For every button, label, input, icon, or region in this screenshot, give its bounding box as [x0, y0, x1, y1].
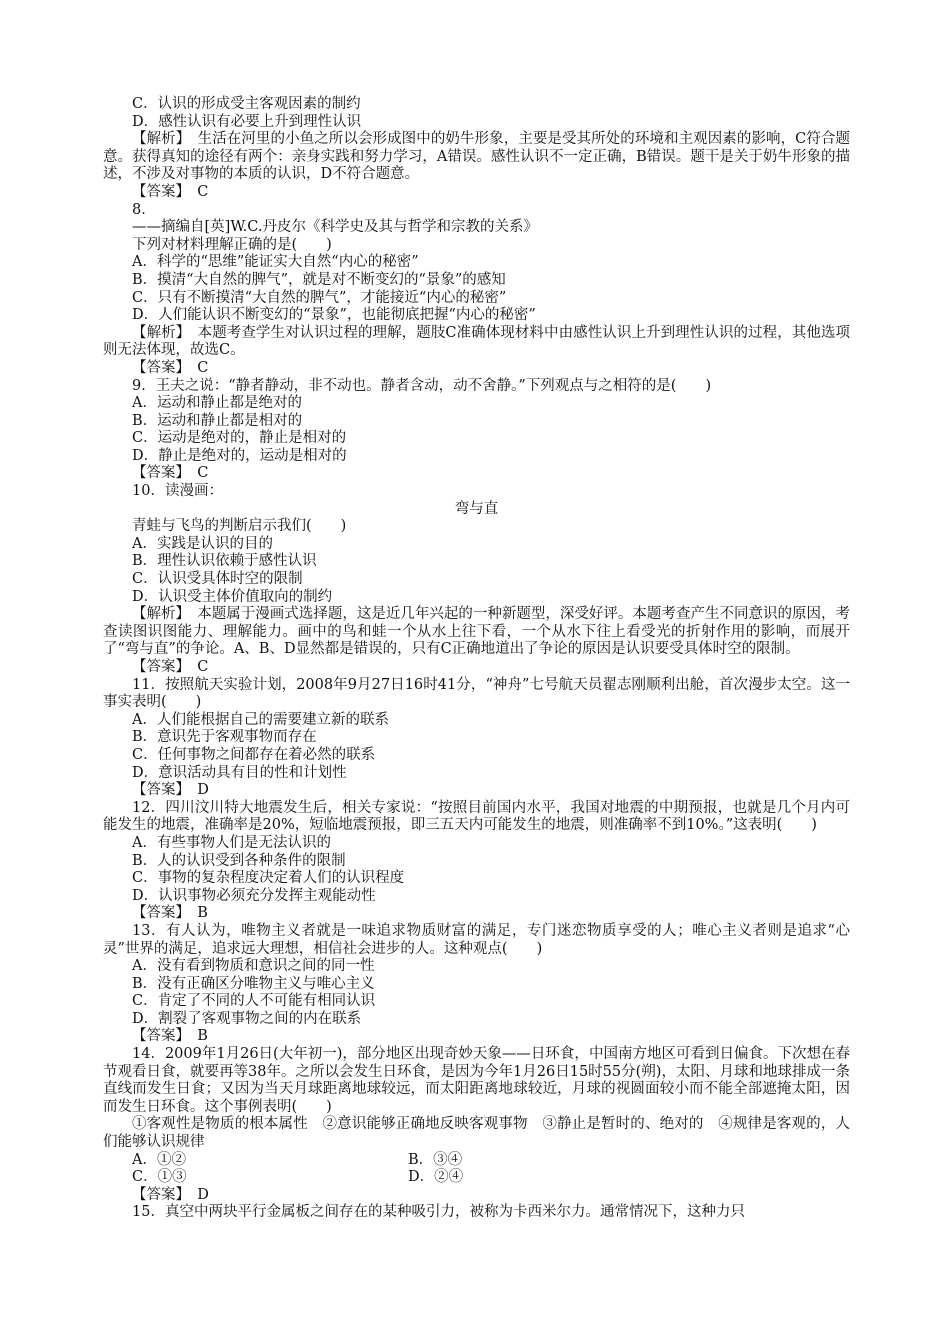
text-line: 8．	[132, 201, 156, 218]
text-line: 9．王夫之说：“静者静动，非不动也。静者含动，动不舍静。”下列观点与之相符的是( )	[132, 377, 712, 394]
text-line: C．事物的复杂程度决定着人们的认识程度	[132, 870, 405, 887]
text-line: A．科学的“思维”能证实大自然“内心的秘密”	[132, 254, 419, 271]
text-line: 【答案】 D	[132, 782, 209, 799]
text-line: A．实践是认识的目的	[132, 535, 273, 552]
text-line: D．意识活动具有目的性和计划性	[132, 764, 347, 781]
text-line: 11．按照航天实验计划，2008年9月27日16时41分，“神舟”七号航天员翟志刚顺利出舱，首次漫步太空。这一事实表明( )	[103, 676, 850, 711]
text-line: B．理性认识依赖于感性认识	[132, 553, 317, 570]
text-line: A．有些事物人们是无法认识的	[132, 834, 331, 851]
document-tail	[103, 1187, 850, 1222]
text-line: 青蛙与飞鸟的判断启示我们( )	[132, 518, 347, 535]
text-line: C．只有不断摸清“大自然的脾气”，才能接近“内心的秘密”	[132, 289, 507, 306]
text-line: ——摘编自[英]W.C.丹皮尔《科学史及其与哲学和宗教的关系》	[132, 219, 538, 236]
text-line: 【解析】 本题考查学生对认识过程的理解，题肢C准确体现材料中由感性认识上升到理性认识的过程，其他选项则无法体现，故选C。	[103, 324, 850, 359]
text-line: 【答案】 C	[132, 359, 209, 376]
text-line: C．任何事物之间都存在着必然的联系	[132, 746, 376, 763]
text-line: C．肯定了不同的人不可能有相同认识	[132, 993, 376, 1010]
text-line: B．意识先于客观事物而存在	[132, 729, 317, 746]
text-line: 15．真空中两块平行金属板之间存在的某种吸引力，被称为卡西米尔力。通常情况下，这种力只	[132, 1204, 745, 1221]
document-body	[103, 96, 850, 1152]
text-line: C．认识受具体时空的限制	[132, 571, 303, 588]
option-right: B．③④	[408, 1151, 463, 1168]
option-row	[103, 1152, 850, 1170]
text-line: 【答案】 D	[132, 1186, 209, 1203]
text-line: 【答案】 C	[132, 659, 209, 675]
text-line: 【解析】 生活在河里的小鱼之所以会形成图中的奶牛形象，主要是受其所处的环境和主观因素的影响，C符合题意。获得真知的途径有两个：亲身实践和努力学习，A错误。感性认识不一定正确，B错误。题干是关于奶牛形象的描述，不涉及对事物的本质的认识，D不符合题意。	[103, 131, 850, 183]
text-line: 13．有人认为，唯物主义者就是一味追求物质财富的满足，专门迷恋物质享受的人；唯心主义者则是追求“心灵”世界的满足，追求远大理想，相信社会进步的人。这种观点( )	[103, 922, 850, 957]
text-line: D．感性认识有必要上升到理性认识	[132, 113, 362, 130]
text-line: D．认识事物必须充分发挥主观能动性	[132, 887, 376, 904]
text-line: 【解析】 本题属于漫画式选择题，这是近几年兴起的一种新题型，深受好评。本题考查产生不同意识的原因，考查读图识图能力、理解能力。画中的鸟和蛙一个从水上往下看，一个从水下往上看受光的折射作用的影响，而展开了“弯与直”的争论。A、B、D显然都是错误的，只有C正确地道出了争论的原因是认识要受具体时空的限制。	[103, 606, 850, 658]
text-line: D．认识受主体价值取向的制约	[132, 588, 333, 605]
text-line: 【答案】 C	[132, 465, 209, 482]
option-right: D．②④	[408, 1169, 464, 1186]
text-line: 【答案】 B	[132, 1028, 208, 1045]
text-line: 12．四川汶川特大地震发生后，相关专家说：“按照目前国内水平，我国对地震的中期预报，也就是几个月内可能发生的地震，准确率是20%，短临地震预报，即三五天内可能发生的地震，则准确率不到10%。”这表明( )	[103, 799, 850, 834]
text-line: D．人们能认识不断变幻的“景象”，也能彻底把握“内心的秘密”	[132, 307, 536, 324]
text-line: A．运动和静止都是绝对的	[132, 395, 302, 412]
text-line: B．摸清“大自然的脾气”，就是对不断变幻的“景象”的感知	[132, 271, 506, 288]
text-line: B．没有正确区分唯物主义与唯心主义	[132, 975, 375, 992]
option-left: C．①③	[132, 1169, 187, 1186]
option-left: A．①②	[132, 1151, 186, 1168]
q14-options	[103, 1152, 850, 1187]
text-line: 【答案】 C	[132, 183, 209, 200]
text-line: C．运动是绝对的，静止是相对的	[132, 430, 347, 447]
text-line: A．没有看到物质和意识之间的同一性	[132, 958, 375, 975]
text-line: D．静止是绝对的，运动是相对的	[132, 447, 347, 464]
text-line: D．割裂了客观事物之间的内在联系	[132, 1010, 362, 1027]
text-line: 【答案】 B	[132, 905, 208, 922]
text-line: 10．读漫画：	[132, 483, 223, 500]
text-line: 弯与直	[454, 500, 499, 517]
text-line: 下列对材料理解正确的是( )	[132, 236, 332, 253]
text-line: 14．2009年1月26日(大年初一)，部分地区出现奇妙天象——日环食，中国南方地区可看到日偏食。下次想在春节观看日食，就要再等38年。之所以会发生日环食，是因为今年1月26日15时55分(朔)，太阳、月球和地球排成一条直线而发生日食；又因为当天月球距离地球较远，而太阳距离地球较近，月球的视圆面较小而不能全部遮掩太阳，因而发生日环食。这个事例表明( )	[103, 1046, 850, 1115]
text-line: B．人的认识受到各种条件的限制	[132, 852, 346, 869]
option-row	[103, 1169, 850, 1187]
text-line: A．人们能根据自己的需要建立新的联系	[132, 711, 389, 728]
text-line: ①客观性是物质的根本属性 ②意识能够正确地反映客观事物 ③静止是暂时的、绝对的 ④规律是客观的，人们能够认识规律	[103, 1116, 850, 1151]
text-line: C．认识的形成受主客观因素的制约	[132, 96, 361, 112]
text-line: B．运动和静止都是相对的	[132, 412, 303, 429]
